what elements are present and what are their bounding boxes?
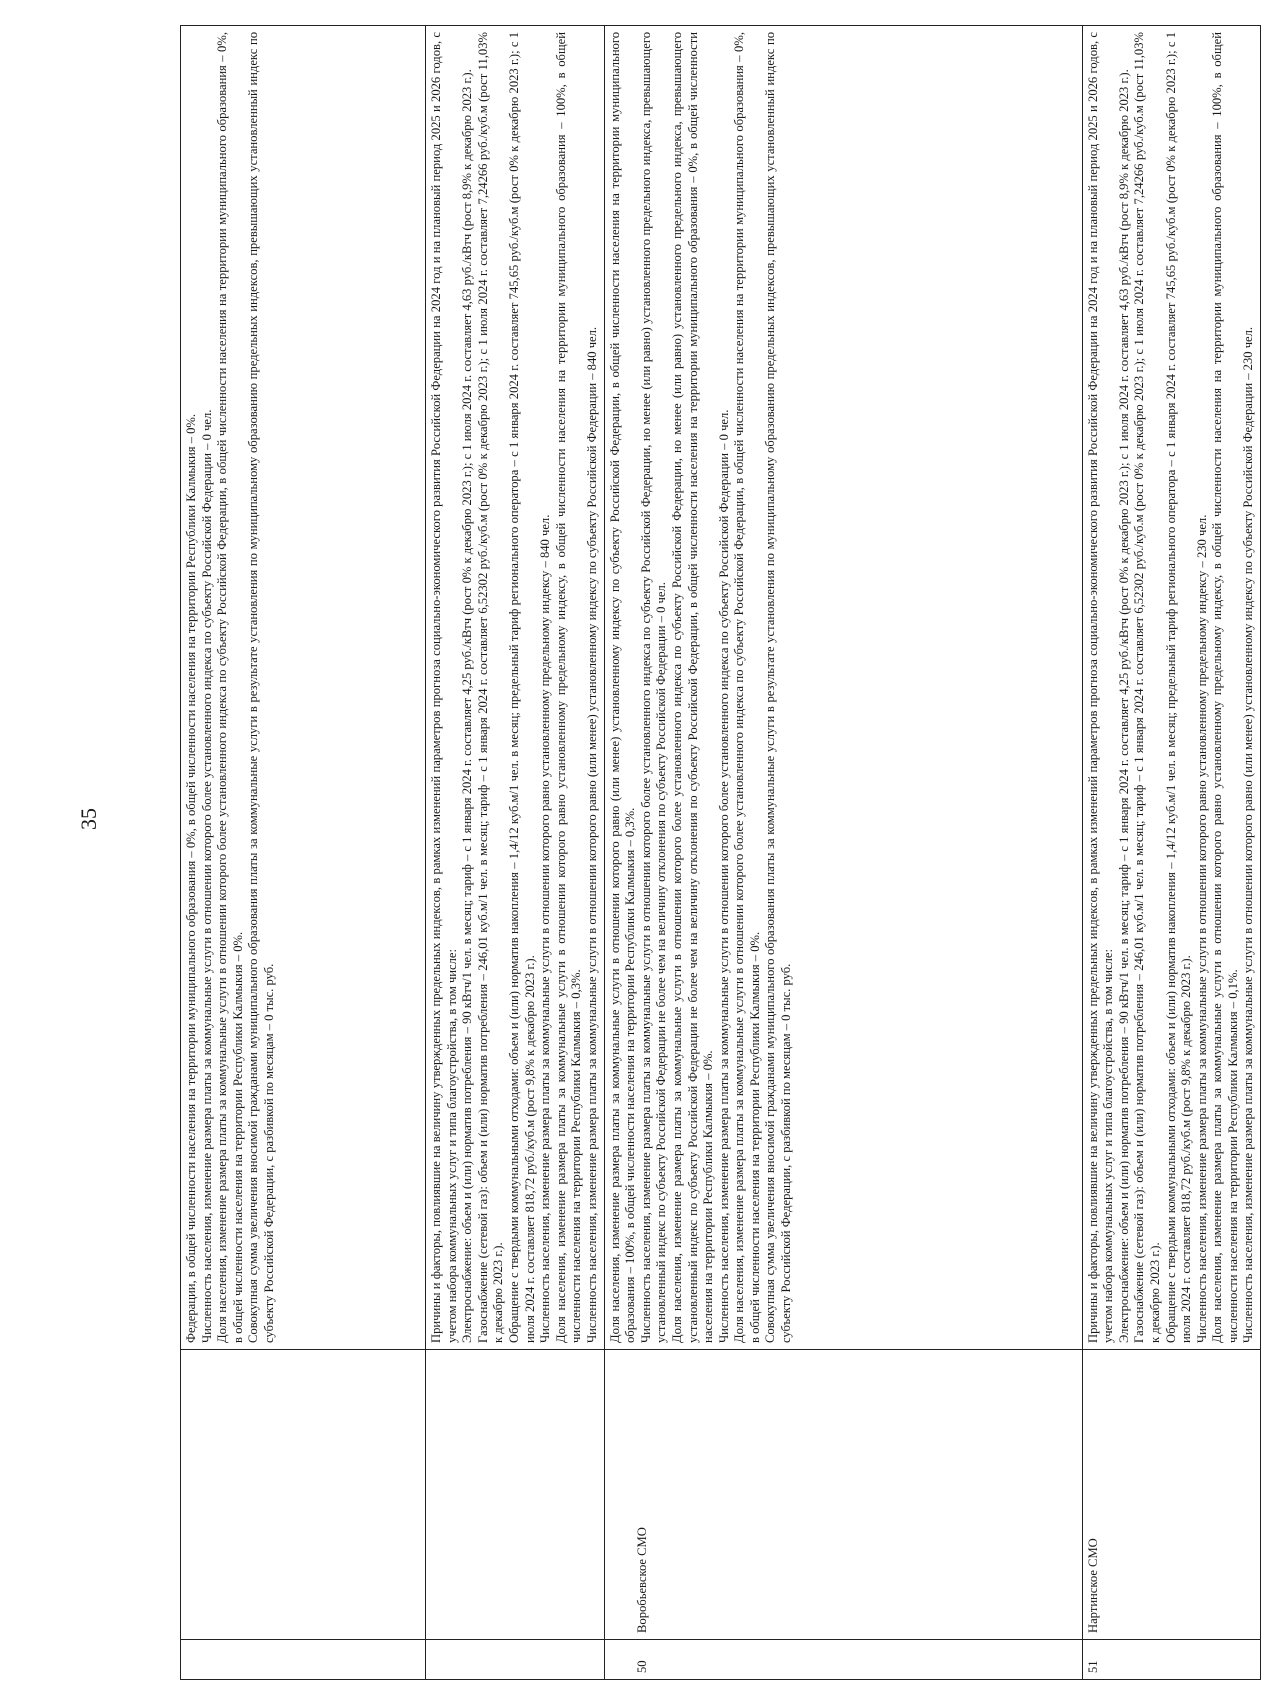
description-paragraph: Доля населения, изменение размера платы за коммунальные услуги в отношении которого более установленного индекса по субъекту Российской Федерации, но менее (или равно) установленного предельного индекса, превышающего установленный индекс по субъекту Российской Федерации не более чем на величину отклонения по субъекту Российской Федерации, в общей численности населения на территории муниципального образования – 0%, в общей численности населения на территории Республики Калмыкия – 0%.: [669, 32, 716, 1343]
description-paragraph: Численность населения, изменение размера платы за коммунальные услуги в отношении которого равно установленному предельному индексу – 840 чел.: [538, 514, 553, 1343]
rotated-page: [180, 25, 1256, 1680]
municipality-name: Нартинское СМО: [1082, 1350, 1261, 1640]
description-paragraph: Численность населения, изменение размера платы за коммунальные услуги в отношении которого равно (или менее) установленному индексу по субъекту Российской Федерации – 840 чел.: [584, 326, 599, 1343]
description-paragraph: Численность населения, изменение размера платы за коммунальные услуги в отношении которого равно установленному предельному индексу – 230 чел.: [1194, 514, 1209, 1343]
description-paragraph: Доля населения, изменение размера платы за коммунальные услуги в отношении которого равно установленному предельному индексу, в общей численности населения на территории муниципального образования – 100%, в общей численности населения на территории Республики Калмыкия – 0,1%.: [1210, 32, 1240, 1343]
municipality-name: Воробьевское СМО: [604, 1350, 1082, 1640]
description-paragraph: Обращение с твердыми коммунальными отходами: объем и (или) норматив накопления – 1,4/12 куб.м/1 чел. в месяц; предельный тариф регионального оператора – с 1 января 2024 г. составляет 745,65 руб./куб.м (рост 0% к декабрю 2023 г.); с 1 июля 2024 г. составляет 818,72 руб./куб.м (рост 9,8% к декабрю 2023 г.).: [1163, 32, 1194, 1343]
description-paragraph: Электроснабжение: объем и (или) норматив потребления – 90 кВтч/1 чел. в месяц; тариф – с 1 января 2024 г. составляет 4,25 руб./кВтч (рост 0% к декабрю 2023 г.); с 1 июля 2024 г. составляет 4,63 руб./кВтч (рост 8,9% к декабрю 2023 г.).: [1116, 69, 1131, 1343]
description-paragraph: Численность населения, изменение размера платы за коммунальные услуги в отношении которого равно (или менее) установленному индексу по субъекту Российской Федерации – 230 чел.: [1241, 326, 1256, 1343]
row-number: [426, 1640, 605, 1680]
description-cell: [426, 26, 605, 1350]
description-paragraph: Причины и факторы, повлиявшие на величину утвержденных предельных индексов, в рамках изменений параметров прогноза социально-экономического развития Российской Федерации на 2024 год и на плановый период 2025 и 2026 годов, с учетом набора коммунальных услуг и типа благоустройства, в том числе:: [429, 32, 459, 1343]
row-number: 51: [1082, 1640, 1261, 1680]
table-row: [426, 26, 605, 1680]
description-paragraph: Доля населения, изменение размера платы за коммунальные услуги в отношении которого равно установленному предельному индексу, в общей численности населения на территории муниципального образования – 100%, в общей численности населения на территории Республики Калмыкия – 0,3%.: [553, 32, 584, 1343]
description-paragraph: Электроснабжение: объем и (или) норматив потребления – 90 кВтч/1 чел. в месяц; тариф – с 1 января 2024 г. составляет 4,25 руб./кВтч (рост 0% к декабрю 2023 г.); с 1 июля 2024 г. составляет 4,63 руб./кВтч (рост 8,9% к декабрю 2023 г.).: [460, 69, 475, 1343]
description-paragraph: Совокупная сумма увеличения вносимой гражданами муниципального образования платы за коммунальные услуги в результате установления по муниципальному образованию предельных индексов, превышающих установленный индекс по субъекту Российской Федерации, с разбивкой по месяцам – 0 тыс. руб.: [246, 32, 276, 1343]
description-paragraph: Численность населения, изменение размера платы за коммунальные услуги в отношении которого более установленного индекса по субъекту Российской Федерации – 0 чел.: [199, 409, 214, 1343]
description-paragraph: Численность населения, изменение размера платы за коммунальные услуги в отношении которого более установленного индекса по субъекту Российской Федерации – 0 чел.: [716, 409, 731, 1343]
description-paragraph: Федерации, в общей численности населения на территории муниципального образования – 0%, в общей численности населения на территории Республики Калмыкия – 0%.: [184, 413, 198, 1343]
table-row: [181, 26, 426, 1680]
description-cell: [1082, 26, 1261, 1350]
row-number: [181, 1640, 426, 1680]
description-paragraph: Газоснабжение (сетевой газ): объем и (или) норматив потребления – 246,01 куб.м/1 чел. в месяц; тариф – с 1 января 2024 г. составляет 6,52302 руб./куб.м (рост 0% к декабрю 2023 г.); с 1 июля 2024 г. составляет 7,24266 руб./куб.м (рост 11,03% к декабрю 2023 г.).: [1132, 32, 1162, 1343]
description-paragraph: Численность населения, изменение размера платы за коммунальные услуги в отношении которого более установленного индекса по субъекту Российской Федерации, но менее (или равно) установленного предельного индекса, превышающего установленный индекс по субъекту Российской Федерации не более чем на величину отклонения по субъекту Российской Федерации – 0 чел.: [638, 32, 669, 1343]
description-cell: [181, 26, 426, 1350]
page-number: 35: [76, 808, 101, 830]
municipality-name: [426, 1350, 605, 1640]
description-paragraph: Причины и факторы, повлиявшие на величину утвержденных предельных индексов, в рамках изменений параметров прогноза социально-экономического развития Российской Федерации на 2024 год и на плановый период 2025 и 2026 годов, с учетом набора коммунальных услуг и типа благоустройства, в том числе:: [1085, 32, 1116, 1343]
data-table: [180, 25, 1261, 1680]
municipality-name: [181, 1350, 426, 1640]
table-body: [181, 26, 1261, 1680]
description-paragraph: Доля населения, изменение размера платы за коммунальные услуги в отношении которого более установленного индекса по субъекту Российской Федерации, в общей численности населения на территории муниципального образования – 0%, в общей численности населения на территории Республики Калмыкия – 0%.: [732, 32, 762, 1343]
description-paragraph: Доля населения, изменение размера платы за коммунальные услуги в отношении которого равно (или менее) установленному индексу по субъекту Российской Федерации, в общей численности населения на территории муниципального образования – 100%, в общей численности населения на территории Республики Калмыкия – 0,3%.: [607, 32, 638, 1343]
description-paragraph: Совокупная сумма увеличения вносимой гражданами муниципального образования платы за коммунальные услуги в результате установления по муниципальному образованию предельных индексов, превышающих установленный индекс по субъекту Российской Федерации, с разбивкой по месяцам – 0 тыс. руб.: [763, 32, 794, 1343]
description-paragraph: Доля населения, изменение размера платы за коммунальные услуги в отношении которого более установленного индекса по субъекту Российской Федерации, в общей численности населения на территории муниципального образования – 0%, в общей численности населения на территории Республики Калмыкия – 0%.: [215, 32, 245, 1343]
description-cell: [604, 26, 1082, 1350]
description-paragraph: Обращение с твердыми коммунальными отходами: объем и (или) норматив накопления – 1,4/12 куб.м/1 чел. в месяц; предельный тариф регионального оператора – с 1 января 2024 г. составляет 745,65 руб./куб.м (рост 0% к декабрю 2023 г.); с 1 июля 2024 г. составляет 818,72 руб./куб.м (рост 9,8% к декабрю 2023 г.).: [506, 32, 537, 1343]
table-row: [604, 26, 1082, 1680]
table-row: [1082, 26, 1261, 1680]
row-number: 50: [604, 1640, 1082, 1680]
description-paragraph: Газоснабжение (сетевой газ): объем и (или) норматив потребления – 246,01 куб.м/1 чел. в месяц; тариф – с 1 января 2024 г. составляет 6,52302 руб./куб.м (рост 0% к декабрю 2023 г.); с 1 июля 2024 г. составляет 7,24266 руб./куб.м (рост 11,03% к декабрю 2023 г.).: [475, 32, 506, 1343]
